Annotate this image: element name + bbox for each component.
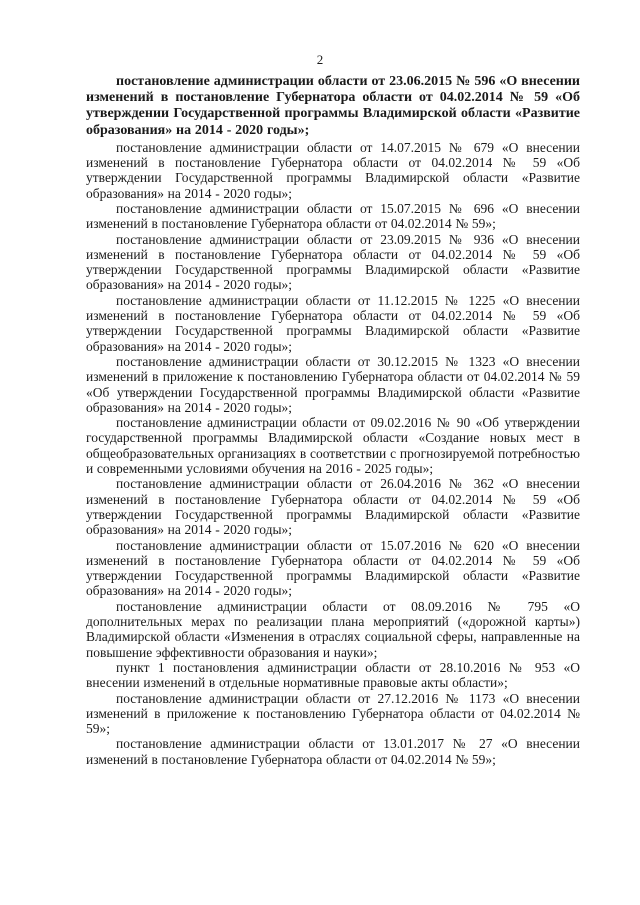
paragraph: пункт 1 постановления администрации области от 28.10.2016 № 953 «О внесении изменений в отдельные нормативные правовые акты области»; [86, 659, 580, 691]
paragraph: постановление администрации области от 15.07.2015 № 696 «О внесении изменений в постановление Губернатора области от 04.02.2014 № 59»; [86, 201, 580, 232]
paragraph: постановление администрации области от 09.02.2016 № 90 «Об утверждении государственной программы Владимирской области «Создание новых мест в общеобразовательных организациях в соответствии с прогнозируемой потребностью и современными условиями обучения на 2016 - 2025 годы»; [86, 415, 580, 477]
paragraph: постановление администрации области от 11.12.2015 № 1225 «О внесении изменений в постановление Губернатора области от 04.02.2014 № 59 «Об утверждении Государственной программы Владимирской области «Развитие образования» на 2014 - 2020 годы»; [86, 292, 580, 354]
paragraph: постановление администрации области от 30.12.2015 № 1323 «О внесении изменений в приложение к постановлению Губернатора области от 04.02.2014 № 59 «Об утверждении Государственной программы Владимирской области «Развитие образования» на 2014 - 2020 годы»; [86, 353, 580, 415]
paragraph: постановление администрации области от 15.07.2016 № 620 «О внесении изменений в постановление Губернатора области от 04.02.2014 № 59 «Об утверждении Государственной программы Владимирской области «Развитие образования» на 2014 - 2020 годы»; [86, 537, 580, 599]
paragraph: постановление администрации области от 27.12.2016 № 1173 «О внесении изменений в приложение к постановлению Губернатора области от 04.02.2014 № 59»; [86, 690, 580, 737]
paragraph: постановление администрации области от 13.01.2017 № 27 «О внесении изменений в постановление Губернатора области от 04.02.2014 № 59»; [86, 736, 580, 767]
paragraph: постановление администрации области от 23.09.2015 № 936 «О внесении изменений в постановление Губернатора области от 04.02.2014 № 59 «Об утверждении Государственной программы Владимирской области «Развитие образования» на 2014 - 2020 годы»; [86, 231, 580, 293]
paragraph: постановление администрации области от 14.07.2015 № 679 «О внесении изменений в постановление Губернатора области от 04.02.2014 № 59 «Об утверждении Государственной программы Владимирской области «Развитие образования» на 2014 - 2020 годы»; [86, 139, 580, 201]
paragraph: постановление администрации области от 23.06.2015 № 596 «О внесении изменений в постановление Губернатора области от 04.02.2014 № 59 «Об утверждении Государственной программы Владимирской области «Развитие образования» на 2014 - 2020 годы»; [86, 74, 580, 138]
page-number: 2 [316, 52, 324, 67]
paragraph: постановление администрации области от 26.04.2016 № 362 «О внесении изменений в постановление Губернатора области от 04.02.2014 № 59 «Об утверждении Государственной программы Владимирской области «Развитие образования» на 2014 - 2020 годы»; [86, 476, 580, 538]
document-body [86, 74, 580, 767]
paragraph: постановление администрации области от 08.09.2016 № 795 «О дополнительных мерах по реализации плана мероприятий («дорожной карты») Владимирской области «Изменения в отраслях социальной сферы, направленные на повышение эффективности образования и науки»; [86, 598, 580, 660]
